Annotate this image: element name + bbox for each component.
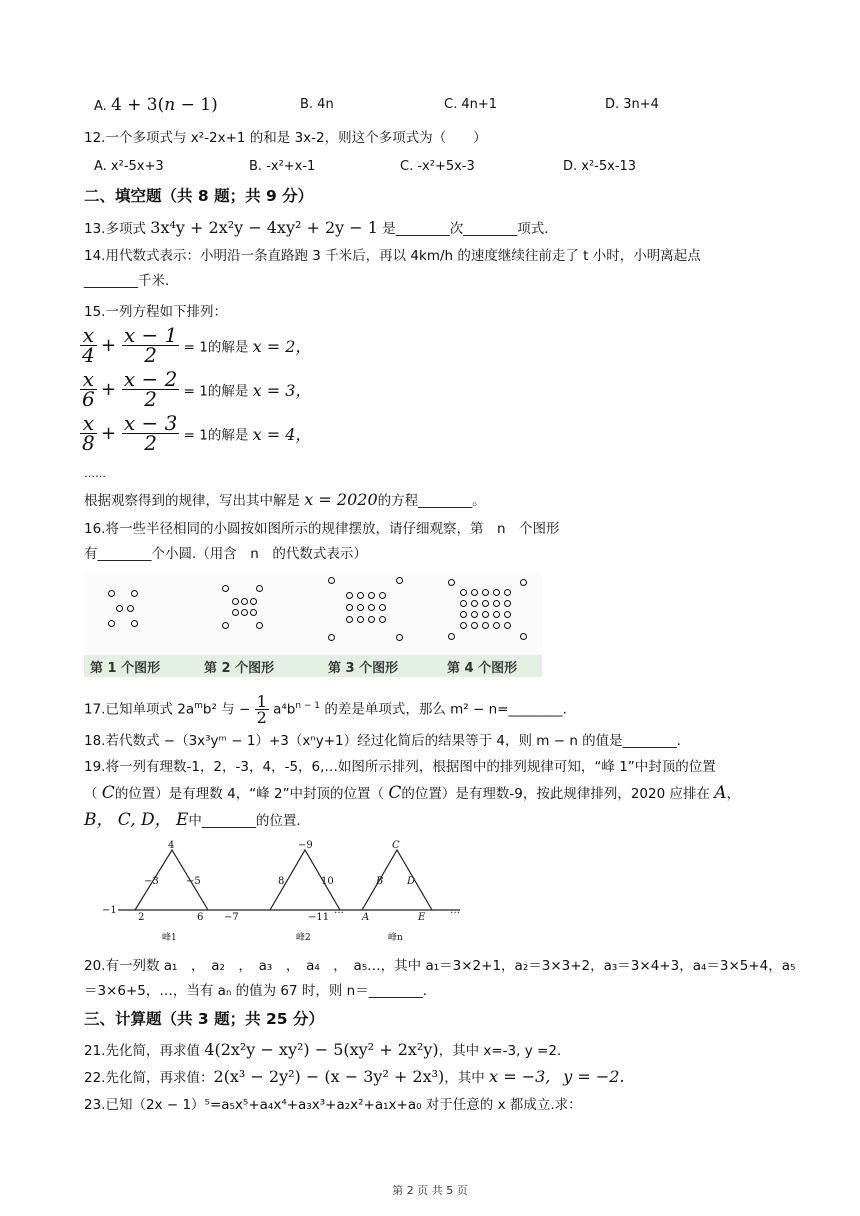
q17: 17.已知单项式 $2a^mb^2$ 与 − $\frac{1}{2}$ $a^4b^{n - 1}$ 的差是单项式，那么 m² − n=________. [84,692,567,727]
q15-equation-2: $\frac{x}{6}$ + $\frac{x - 2}{2}$ = 1的解是 x = 3， [82,367,312,411]
q19-line1: 19.将一列有理数-1，2，-3，4，-5，6,…如图所示排列，根据图中的排列规律可知，“峰 1”中封顶的位置 [84,759,716,775]
small-circle [108,590,115,597]
small-circle [379,616,386,623]
small-circle [328,634,335,641]
q19-label: −5 [186,876,201,887]
small-circle [379,604,386,611]
small-circle [460,611,467,618]
q19-label: 10 [321,876,334,887]
small-circle [357,592,364,599]
q19-peak-label: 峰n [388,933,403,943]
q16-caption-2: 第 2 个图形 [204,661,275,676]
small-circle [471,611,478,618]
q16-line1: 16.将一些半径相同的小圆按如图所示的规律摆放，请仔细观察，第 n 个图形 [84,521,560,537]
q21: 21.先化简，再求值 4(2x²y − xy²) − 5(xy² + 2x²y)，其中 x=-3, y =2. [84,1040,562,1059]
q19-label: 8 [278,876,285,887]
small-circle [482,622,489,629]
q19-line3: B， C, D， E中________的位置. [84,810,301,830]
small-circle [131,590,138,597]
small-circle [250,609,257,616]
small-circle [504,622,511,629]
q13 [84,218,549,239]
q12-option-c: C. -x²+5x-3 [400,159,475,174]
small-circle [222,622,229,629]
q16-caption-3: 第 3 个图形 [328,661,399,676]
q19-peak-label: 峰1 [162,933,177,943]
q12-option-b: B. -x²+x-1 [249,159,316,174]
small-circle [493,622,500,629]
q19-label: −9 [298,840,313,851]
small-circle [482,600,489,607]
small-circle [357,616,364,623]
q19-peak-diagram [100,840,480,946]
q19-label: C [392,840,400,851]
q20-line2: ＝3×6+5，…，当有 aₙ 的值为 67 时，则 n＝________. [84,983,428,999]
q11-option-b: B. 4n [300,97,334,112]
small-circle [116,605,123,612]
q19-label: 2 [138,912,145,923]
q23: 23.已知（2x − 1）⁵=a₅x⁵+a₄x⁴+a₃x³+a₂x²+a₁x+a₀ 对于任意的 x 都成立.求： [84,1097,582,1113]
q20-line1: 20.有一列数 a₁ ， a₂ ， a₃ ， a₄ ， a₅…，其中 a₁＝3×2+1，a₂＝3×3+2，a₃＝3×4+3，a₄＝3×5+4，a₅ [84,958,796,974]
small-circle [460,600,467,607]
small-circle [482,589,489,596]
small-circle [357,604,364,611]
q22: 22.先化简，再求值：2(x³ − 2y²) − (x − 3y² + 2x³)，其中 x = −3, y = −2. [84,1067,625,1086]
q19-label: … [450,905,460,916]
q12-option-d: D. x²-5x-13 [563,159,637,174]
q18: 18.若代数式 −（3x³yᵐ − 1）+3（xⁿy+1）经过化简后的结果等于 4，则 m − n 的值是________. [84,733,681,749]
q15-stem: 15.一列方程如下排列： [84,304,227,320]
q19-label: −7 [224,912,239,923]
small-circle [520,579,527,586]
small-circle [232,598,239,605]
q19-peak-label: 峰2 [296,933,311,943]
q15-equation-1: $\frac{x}{4}$ + $\frac{x - 1}{2}$ = 1的解是 x = 2， [82,323,312,367]
page-footer: 第 2 页 共 5 页 [392,1184,468,1197]
small-circle [256,585,263,592]
q11-option-c: C. 4n+1 [444,97,498,112]
small-circle [504,589,511,596]
small-circle [471,589,478,596]
small-circle [250,598,257,605]
q11-option-d: D. 3n+4 [605,97,659,112]
q14-line2: ________千米. [84,273,170,289]
q15-equation-3: $\frac{x}{8}$ + $\frac{x - 3}{2}$ = 1的解是 x = 4， [82,411,312,455]
q15-conclusion: 根据观察得到的规律，写出其中解是 x = 2020的方程________。 [84,490,486,509]
small-circle [504,600,511,607]
q13-prefix: 13.多项式 [84,221,146,237]
q19-label: E [418,912,426,923]
small-circle [346,604,353,611]
q12-stem: 12.一个多项式与 x²-2x+1 的和是 3x-2，则这个多项式为（ ） [84,130,487,146]
small-circle [241,609,248,616]
small-circle [346,616,353,623]
small-circle [379,592,386,599]
q13-suffix: 是________次________项式. [382,221,549,237]
q19-label: −11 [308,912,330,923]
q19-label: 6 [197,912,204,923]
q19-label: A [362,912,370,923]
q19-label: −1 [102,905,117,916]
q19-label: … [334,905,344,916]
small-circle [241,598,248,605]
q13-formula: 3x⁴y + 2x²y − 4xy² + 2y − 1 [150,218,378,237]
small-circle [328,577,335,584]
q12-option-a: A. x²-5x+3 [94,159,164,174]
section3-title: 三、计算题（共 3 题；共 25 分） [84,1010,324,1028]
q19-label: B [376,876,384,887]
small-circle [368,604,375,611]
small-circle [127,605,134,612]
small-circle [256,622,263,629]
q11-option-a: A. 4 + 3(n − 1) [94,95,218,115]
small-circle [460,622,467,629]
small-circle [493,600,500,607]
small-circle [222,585,229,592]
q16-caption-1: 第 1 个图形 [90,661,161,676]
q19-label: 4 [168,840,175,851]
q19-line2: （ C的位置）是有理数 4，“峰 2”中封顶的位置（ C的位置）是有理数-9，按此规律排列，2020 应排在 A， [84,783,741,803]
small-circle [396,577,403,584]
q16-line2: 有________个小圆.（用含 n 的代数式表示） [84,546,367,562]
q14-line1: 14.用代数式表示：小明沿一条直路跑 3 千米后，再以 4km/h 的速度继续往前走了 t 小时，小明离起点 [84,248,701,264]
small-circle [108,620,115,627]
small-circle [471,622,478,629]
section2-title: 二、填空题（共 8 题；共 9 分） [84,187,314,205]
small-circle [448,633,455,640]
q19-label: D [407,876,416,887]
small-circle [232,609,239,616]
small-circle [504,611,511,618]
small-circle [482,611,489,618]
small-circle [471,600,478,607]
q16-caption-4: 第 4 个图形 [447,661,518,676]
q19-label: −3 [144,876,159,887]
small-circle [520,633,527,640]
small-circle [346,592,353,599]
small-circle [368,592,375,599]
small-circle [460,589,467,596]
q15-ellipsis: …… [84,467,106,480]
small-circle [131,620,138,627]
small-circle [493,589,500,596]
small-circle [368,616,375,623]
small-circle [448,579,455,586]
q16-figure [84,572,542,678]
small-circle [396,634,403,641]
small-circle [493,611,500,618]
